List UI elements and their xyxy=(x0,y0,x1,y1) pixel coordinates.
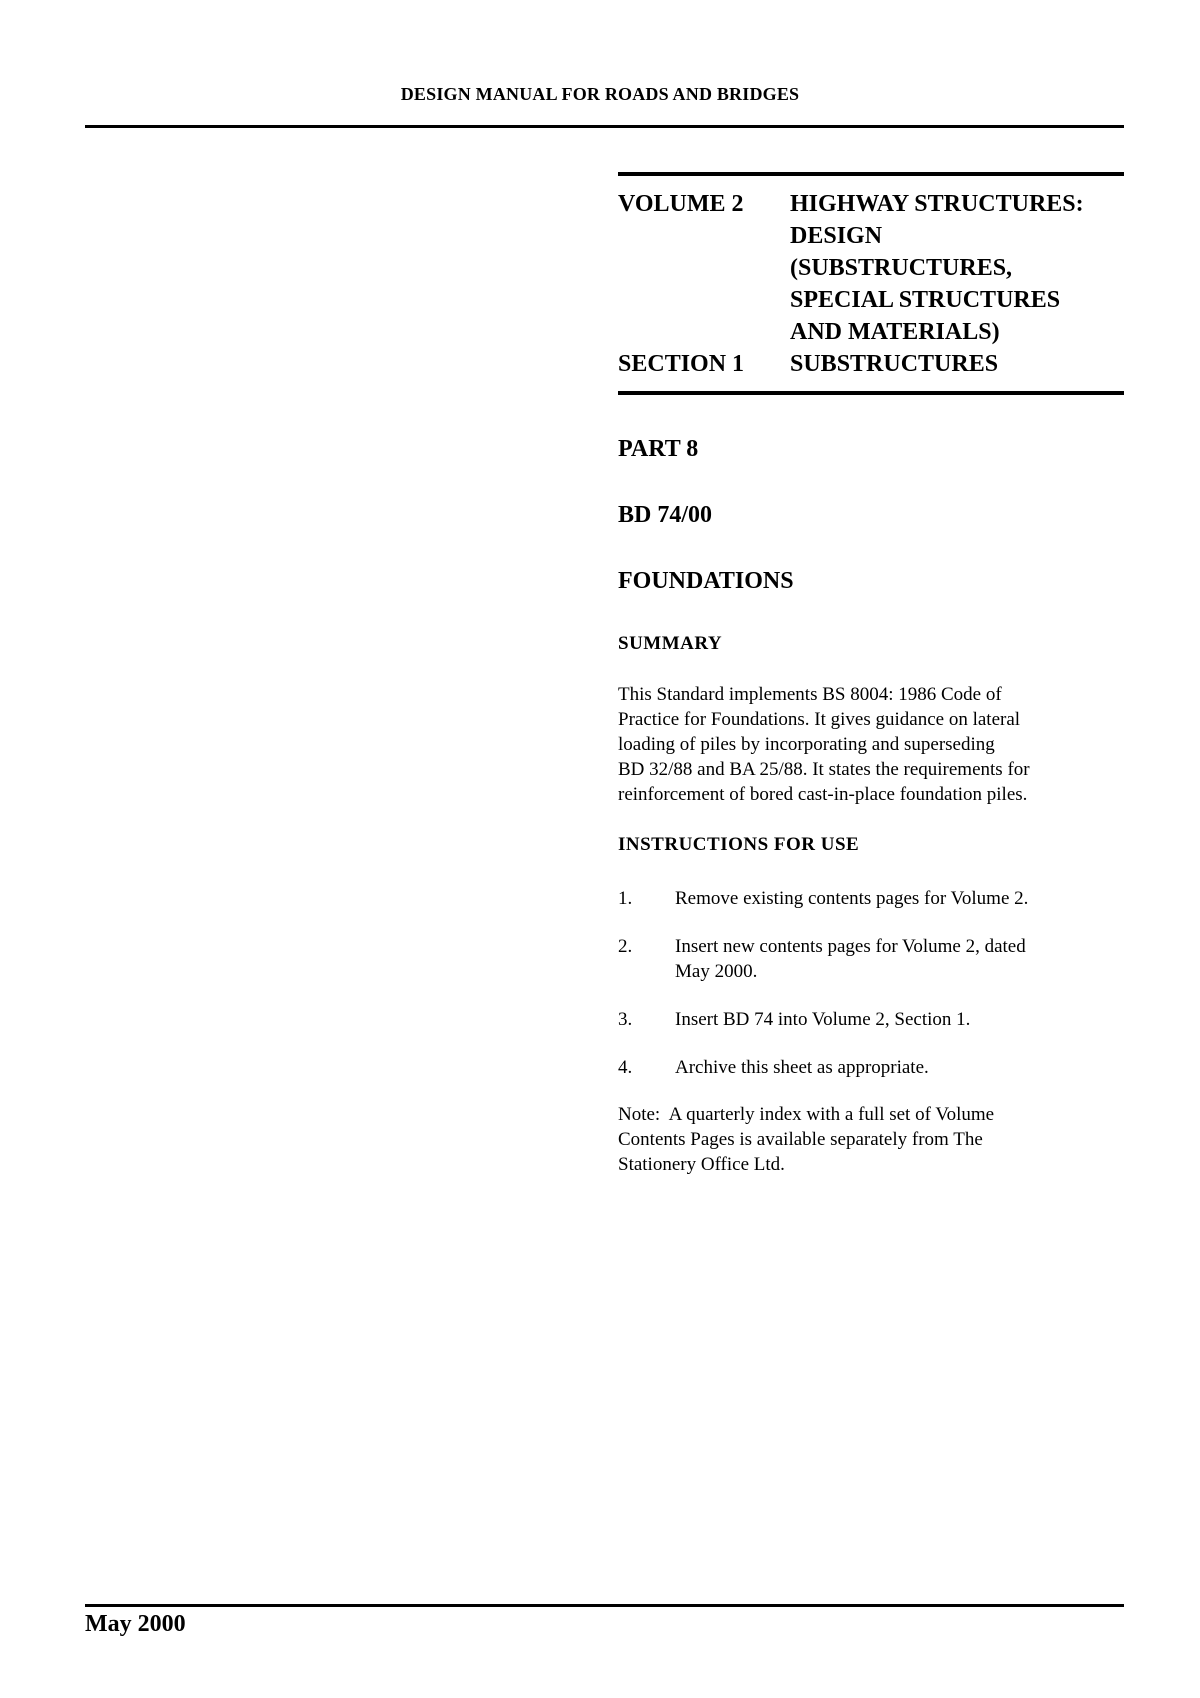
note-paragraph xyxy=(618,1102,1126,1177)
volume-block xyxy=(618,188,1128,380)
instruction-number: 3. xyxy=(618,1009,633,1030)
instruction-line: Insert new contents pages for Volume 2, dated xyxy=(675,936,1026,957)
header-rule xyxy=(85,125,1124,128)
instruction-number: 1. xyxy=(618,888,633,909)
instructions-heading: INSTRUCTIONS FOR USE xyxy=(618,834,860,855)
volume-row xyxy=(618,188,1128,348)
instruction-text xyxy=(675,1007,1126,1032)
main-content xyxy=(618,434,1126,1177)
instruction-item xyxy=(618,886,1126,911)
volume-title-line: HIGHWAY STRUCTURES: xyxy=(790,191,1084,217)
note-line: Contents Pages is available separately from The xyxy=(618,1129,983,1150)
volume-title-line: SPECIAL STRUCTURES xyxy=(790,287,1061,313)
instruction-item xyxy=(618,1007,1126,1032)
volume-title xyxy=(790,188,1128,348)
summary-line: loading of piles by incorporating and superseding xyxy=(618,734,995,755)
instruction-text xyxy=(675,886,1126,911)
instruction-line: May 2000. xyxy=(675,961,758,982)
footer-date: May 2000 xyxy=(85,1611,186,1637)
section-label: SECTION 1 xyxy=(618,351,745,377)
volume-label: VOLUME 2 xyxy=(618,191,744,217)
section-title: SUBSTRUCTURES xyxy=(790,351,999,377)
instruction-text xyxy=(675,934,1126,984)
summary-line: Practice for Foundations. It gives guidance on lateral xyxy=(618,709,1021,730)
instruction-number: 4. xyxy=(618,1057,633,1078)
summary-line: reinforcement of bored cast-in-place foundation piles. xyxy=(618,784,1028,805)
volume-block-top-rule xyxy=(618,172,1124,176)
note-line: Note: A quarterly index with a full set of Volume xyxy=(618,1104,995,1125)
summary-line: This Standard implements BS 8004: 1986 Code of xyxy=(618,684,1002,705)
instruction-item xyxy=(618,1055,1126,1080)
summary-paragraph xyxy=(618,682,1126,807)
note-line: Stationery Office Ltd. xyxy=(618,1154,785,1175)
section-row xyxy=(618,348,1128,380)
instruction-line: Archive this sheet as appropriate. xyxy=(675,1057,929,1078)
instruction-line: Insert BD 74 into Volume 2, Section 1. xyxy=(675,1009,971,1030)
instruction-number: 2. xyxy=(618,936,633,957)
volume-title-line: DESIGN xyxy=(790,223,883,249)
document-reference: BD 74/00 xyxy=(618,502,713,528)
running-head-title: DESIGN MANUAL FOR ROADS AND BRIDGES xyxy=(400,84,800,104)
instruction-line: Remove existing contents pages for Volume 2. xyxy=(675,888,1029,909)
footer-rule xyxy=(85,1604,1124,1607)
volume-title-line: (SUBSTRUCTURES, xyxy=(790,255,1013,281)
document-title: FOUNDATIONS xyxy=(618,568,794,594)
summary-line: BD 32/88 and BA 25/88. It states the requirements for xyxy=(618,759,1030,780)
summary-heading: SUMMARY xyxy=(618,633,723,654)
volume-title-line: AND MATERIALS) xyxy=(790,319,1000,345)
part-number: PART 8 xyxy=(618,436,699,462)
volume-block-bottom-rule xyxy=(618,391,1124,395)
instruction-item xyxy=(618,934,1126,984)
instruction-text xyxy=(675,1055,1126,1080)
